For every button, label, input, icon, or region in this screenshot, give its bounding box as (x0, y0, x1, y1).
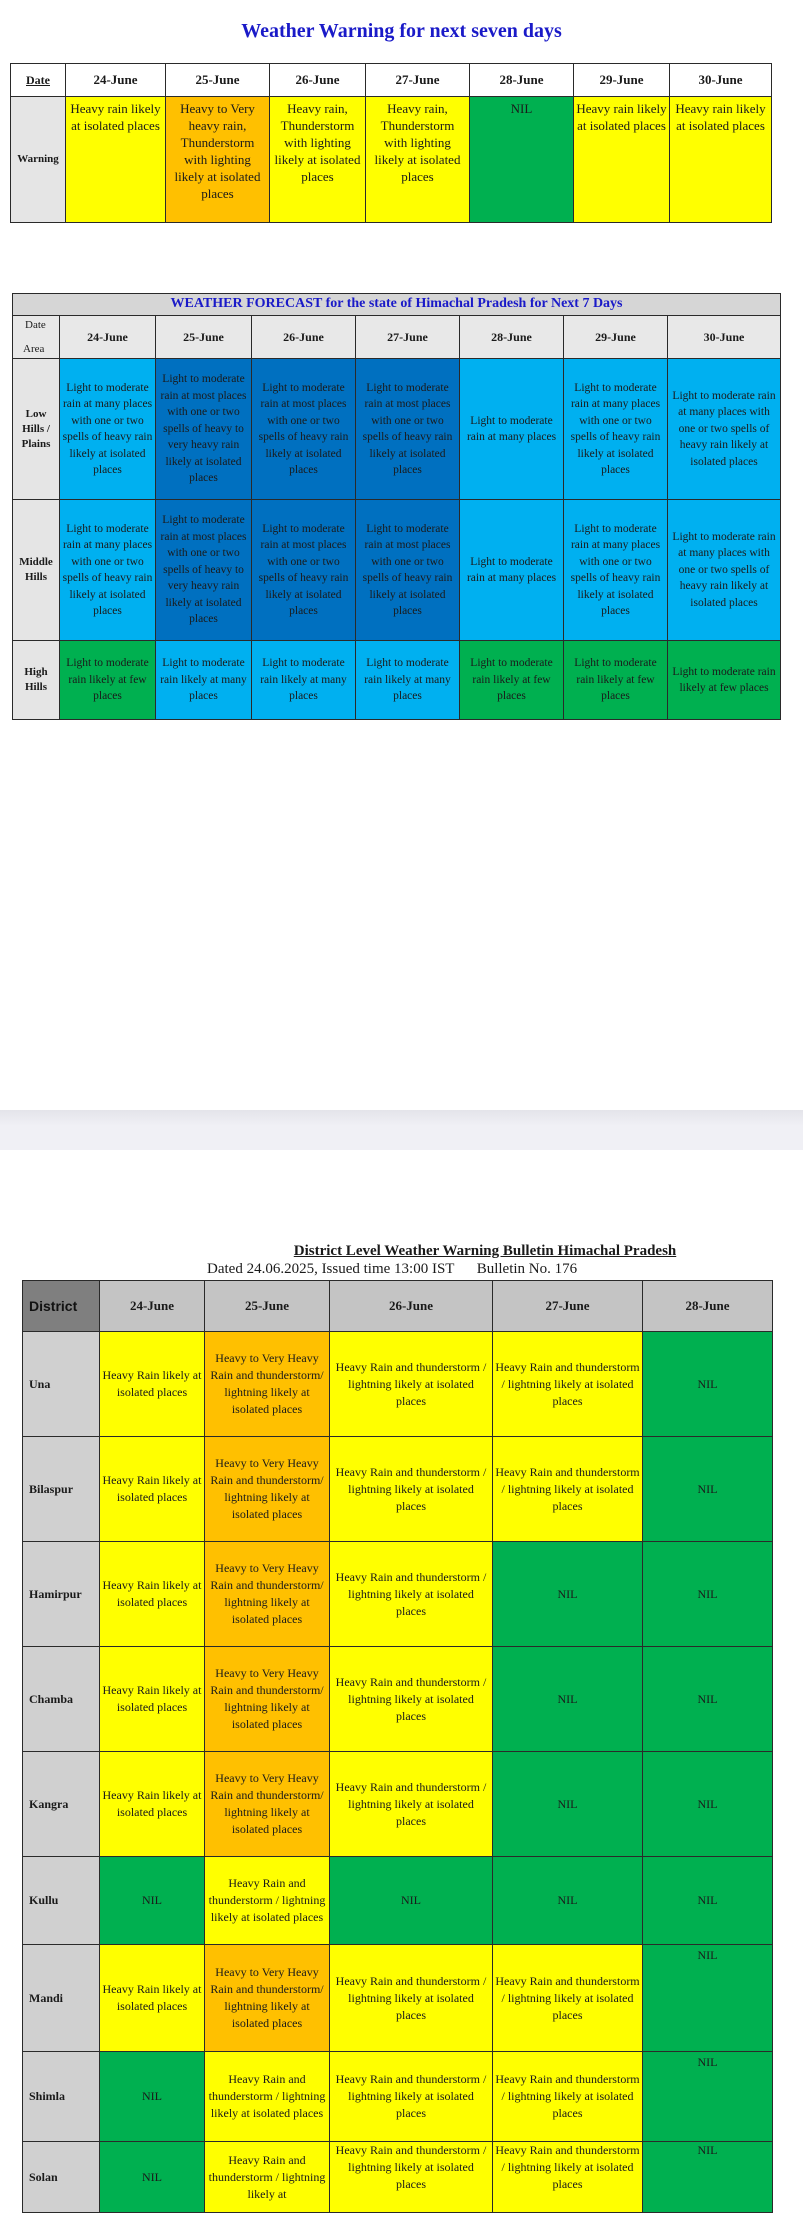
forecast-cell: Light to moderate rain likely at few places (460, 641, 564, 720)
district-day-header: 25-June (205, 1281, 330, 1332)
forecast-cell: Light to moderate rain at many places with one or two spells of heavy rain likely at isolated places (564, 359, 668, 500)
district-row-hamirpur (23, 1542, 773, 1647)
forecast-cell: Light to moderate rain at many places with one or two spells of heavy rain likely at isolated places (60, 500, 156, 641)
district-cell: NIL (493, 1857, 643, 1945)
warning-day-header: 28-June (470, 64, 574, 97)
bulletin-dated: Dated 24.06.2025, Issued time 13:00 IST (207, 1261, 455, 1277)
forecast-cell: Light to moderate rain at many places with one or two spells of heavy rain likely at isolated places (668, 359, 781, 500)
forecast-day-header: 27-June (356, 316, 460, 359)
district-row-solan (23, 2142, 773, 2213)
district-header-row (23, 1281, 773, 1332)
district-cell: Heavy Rain and thunderstorm / lightning likely at isolated places (493, 1945, 643, 2052)
district-table (22, 1280, 773, 2213)
district-cell: Heavy Rain and thunderstorm / lightning likely at isolated places (330, 1945, 493, 2052)
district-name: Kangra (23, 1752, 100, 1857)
warning-header-row (11, 64, 772, 97)
district-cell: Heavy Rain and thunderstorm / lightning likely at isolated places (330, 1647, 493, 1752)
district-cell: Heavy to Very Heavy Rain and thunderstorm/ lightning likely at isolated places (205, 1945, 330, 2052)
warning-cell: Heavy to Very heavy rain, Thunderstorm with lighting likely at isolated places (166, 97, 270, 223)
district-cell: Heavy Rain and thunderstorm / lightning likely at isolated places (493, 1332, 643, 1437)
forecast-header-row (13, 316, 781, 359)
warning-cell: Heavy rain likely at isolated places (66, 97, 166, 223)
forecast-table (12, 293, 781, 720)
district-row-kangra (23, 1752, 773, 1857)
warning-cell: Heavy rain, Thunderstorm with lighting likely at isolated places (270, 97, 366, 223)
forecast-area-label: Middle Hills (13, 500, 60, 641)
district-cell: Heavy Rain and thunderstorm / lightning likely at isolated places (330, 2142, 493, 2213)
district-cell: Heavy Rain likely at isolated places (100, 1542, 205, 1647)
district-cell: Heavy to Very Heavy Rain and thunderstorm/ lightning likely at isolated places (205, 1647, 330, 1752)
warning-row (11, 97, 772, 223)
forecast-row-middle-hills (13, 500, 781, 641)
district-cell: Heavy Rain and thunderstorm / lightning likely at isolated places (330, 1437, 493, 1542)
district-name: Mandi (23, 1945, 100, 2052)
warning-date-header: Date (11, 64, 66, 97)
district-cell: Heavy Rain likely at isolated places (100, 1945, 205, 2052)
district-cell: NIL (493, 1752, 643, 1857)
warning-day-header: 26-June (270, 64, 366, 97)
warning-day-header: 29-June (574, 64, 670, 97)
forecast-day-header: 24-June (60, 316, 156, 359)
forecast-cell: Light to moderate rain at most places with one or two spells of heavy rain likely at isolated places (252, 500, 356, 641)
district-day-header: 27-June (493, 1281, 643, 1332)
warning-cell: Heavy rain likely at isolated places (670, 97, 772, 223)
district-cell: Heavy Rain and thunderstorm / lightning likely at isolated places (330, 1332, 493, 1437)
district-row-shimla (23, 2052, 773, 2142)
district-cell: Heavy Rain likely at isolated places (100, 1332, 205, 1437)
forecast-cell: Light to moderate rain likely at few places (564, 641, 668, 720)
district-cell: Heavy Rain and thunderstorm / lightning likely at isolated places (205, 1857, 330, 1945)
forecast-cell: Light to moderate rain likely at few places (668, 641, 781, 720)
district-cell: NIL (643, 1332, 773, 1437)
district-day-header: 28-June (643, 1281, 773, 1332)
forecast-day-header: 30-June (668, 316, 781, 359)
forecast-table-title: WEATHER FORECAST for the state of Himachal Pradesh for Next 7 Days (13, 294, 781, 316)
district-cell: NIL (493, 1542, 643, 1647)
district-cell: NIL (100, 1857, 205, 1945)
district-name: Kullu (23, 1857, 100, 1945)
district-cell: Heavy Rain and thunderstorm / lightning likely at isolated places (493, 2142, 643, 2213)
district-cell: NIL (643, 1647, 773, 1752)
district-cell: NIL (643, 1857, 773, 1945)
forecast-cell: Light to moderate rain likely at many places (156, 641, 252, 720)
warning-day-header: 24-June (66, 64, 166, 97)
district-cell: NIL (330, 1857, 493, 1945)
district-day-header: 24-June (100, 1281, 205, 1332)
district-bulletin-title: District Level Weather Warning Bulletin Himachal Pradesh (293, 1243, 677, 1259)
warning-day-header: 27-June (366, 64, 470, 97)
district-cell: Heavy Rain likely at isolated places (100, 1437, 205, 1542)
district-cell: NIL (100, 2052, 205, 2142)
district-cell: NIL (643, 2142, 773, 2213)
district-cell: Heavy to Very Heavy Rain and thunderstorm/ lightning likely at isolated places (205, 1332, 330, 1437)
district-cell: Heavy Rain likely at isolated places (100, 1752, 205, 1857)
district-name: Solan (23, 2142, 100, 2213)
forecast-cell: Light to moderate rain likely at many places (252, 641, 356, 720)
district-cell: Heavy Rain and thunderstorm / lightning likely at (205, 2142, 330, 2213)
bulletin-number: Bulletin No. 176 (476, 1261, 578, 1277)
district-row-mandi (23, 1945, 773, 2052)
district-name: Shimla (23, 2052, 100, 2142)
forecast-corner (13, 316, 60, 359)
forecast-cell: Light to moderate rain at most places with one or two spells of heavy to very heavy rain likely at isolated places (156, 359, 252, 500)
forecast-cell: Light to moderate rain at many places with one or two spells of heavy rain likely at isolated places (668, 500, 781, 641)
district-name: Hamirpur (23, 1542, 100, 1647)
district-cell: Heavy Rain and thunderstorm / lightning likely at isolated places (205, 2052, 330, 2142)
district-cell: Heavy to Very Heavy Rain and thunderstorm/ lightning likely at isolated places (205, 1752, 330, 1857)
district-row-una (23, 1332, 773, 1437)
forecast-day-header: 26-June (252, 316, 356, 359)
forecast-row-low-hills (13, 359, 781, 500)
warning-row-label: Warning (11, 97, 66, 223)
forecast-area-label: Low Hills / Plains (13, 359, 60, 500)
district-row-chamba (23, 1647, 773, 1752)
forecast-corner-area: Area (23, 343, 45, 355)
forecast-row-high-hills (13, 641, 781, 720)
district-name: Bilaspur (23, 1437, 100, 1542)
warning-cell: Heavy rain likely at isolated places (574, 97, 670, 223)
district-name: Una (23, 1332, 100, 1437)
district-cell: NIL (643, 1752, 773, 1857)
district-cell: NIL (493, 1647, 643, 1752)
forecast-area-label: High Hills (13, 641, 60, 720)
forecast-corner-date: Date (25, 319, 46, 331)
district-cell: Heavy Rain and thunderstorm / lightning likely at isolated places (493, 2052, 643, 2142)
district-cell: Heavy Rain and thunderstorm / lightning likely at isolated places (330, 2052, 493, 2142)
forecast-cell: Light to moderate rain at most places with one or two spells of heavy rain likely at isolated places (356, 500, 460, 641)
warning-table (10, 63, 772, 223)
forecast-cell: Light to moderate rain likely at many places (356, 641, 460, 720)
forecast-cell: Light to moderate rain at most places with one or two spells of heavy to very heavy rain likely at isolated places (156, 500, 252, 641)
district-name: Chamba (23, 1647, 100, 1752)
forecast-title-row (13, 294, 781, 316)
district-cell: Heavy Rain and thunderstorm / lightning likely at isolated places (330, 1752, 493, 1857)
district-cell: NIL (643, 1437, 773, 1542)
district-cell: Heavy to Very Heavy Rain and thunderstorm/ lightning likely at isolated places (205, 1437, 330, 1542)
forecast-day-header: 28-June (460, 316, 564, 359)
district-cell: NIL (643, 1542, 773, 1647)
forecast-cell: Light to moderate rain at many places (460, 500, 564, 641)
district-cell: NIL (643, 1945, 773, 2052)
warning-day-header: 30-June (670, 64, 772, 97)
warning-cell: Heavy rain, Thunderstorm with lighting likely at isolated places (366, 97, 470, 223)
district-cell: Heavy Rain likely at isolated places (100, 1647, 205, 1752)
district-cell: NIL (100, 2142, 205, 2213)
forecast-cell: Light to moderate rain at many places with one or two spells of heavy rain likely at isolated places (60, 359, 156, 500)
district-column-header: District (23, 1281, 100, 1332)
forecast-cell: Light to moderate rain at many places (460, 359, 564, 500)
page-one (0, 0, 797, 1110)
district-cell: Heavy Rain and thunderstorm / lightning likely at isolated places (330, 1542, 493, 1647)
district-cell: Heavy to Very Heavy Rain and thunderstorm/ lightning likely at isolated places (205, 1542, 330, 1647)
forecast-cell: Light to moderate rain at most places with one or two spells of heavy rain likely at isolated places (252, 359, 356, 500)
warning-table-title: Weather Warning for next seven days (241, 20, 562, 42)
district-bulletin-subtitle (207, 1261, 577, 1278)
forecast-cell: Light to moderate rain at many places with one or two spells of heavy rain likely at isolated places (564, 500, 668, 641)
district-day-header: 26-June (330, 1281, 493, 1332)
forecast-cell: Light to moderate rain at most places with one or two spells of heavy rain likely at isolated places (356, 359, 460, 500)
page-separator (0, 1110, 803, 1150)
forecast-day-header: 25-June (156, 316, 252, 359)
district-row-kullu (23, 1857, 773, 1945)
forecast-day-header: 29-June (564, 316, 668, 359)
warning-cell: NIL (470, 97, 574, 223)
district-cell: Heavy Rain and thunderstorm / lightning likely at isolated places (493, 1437, 643, 1542)
district-cell: NIL (643, 2052, 773, 2142)
district-row-bilaspur (23, 1437, 773, 1542)
forecast-cell: Light to moderate rain likely at few places (60, 641, 156, 720)
warning-day-header: 25-June (166, 64, 270, 97)
